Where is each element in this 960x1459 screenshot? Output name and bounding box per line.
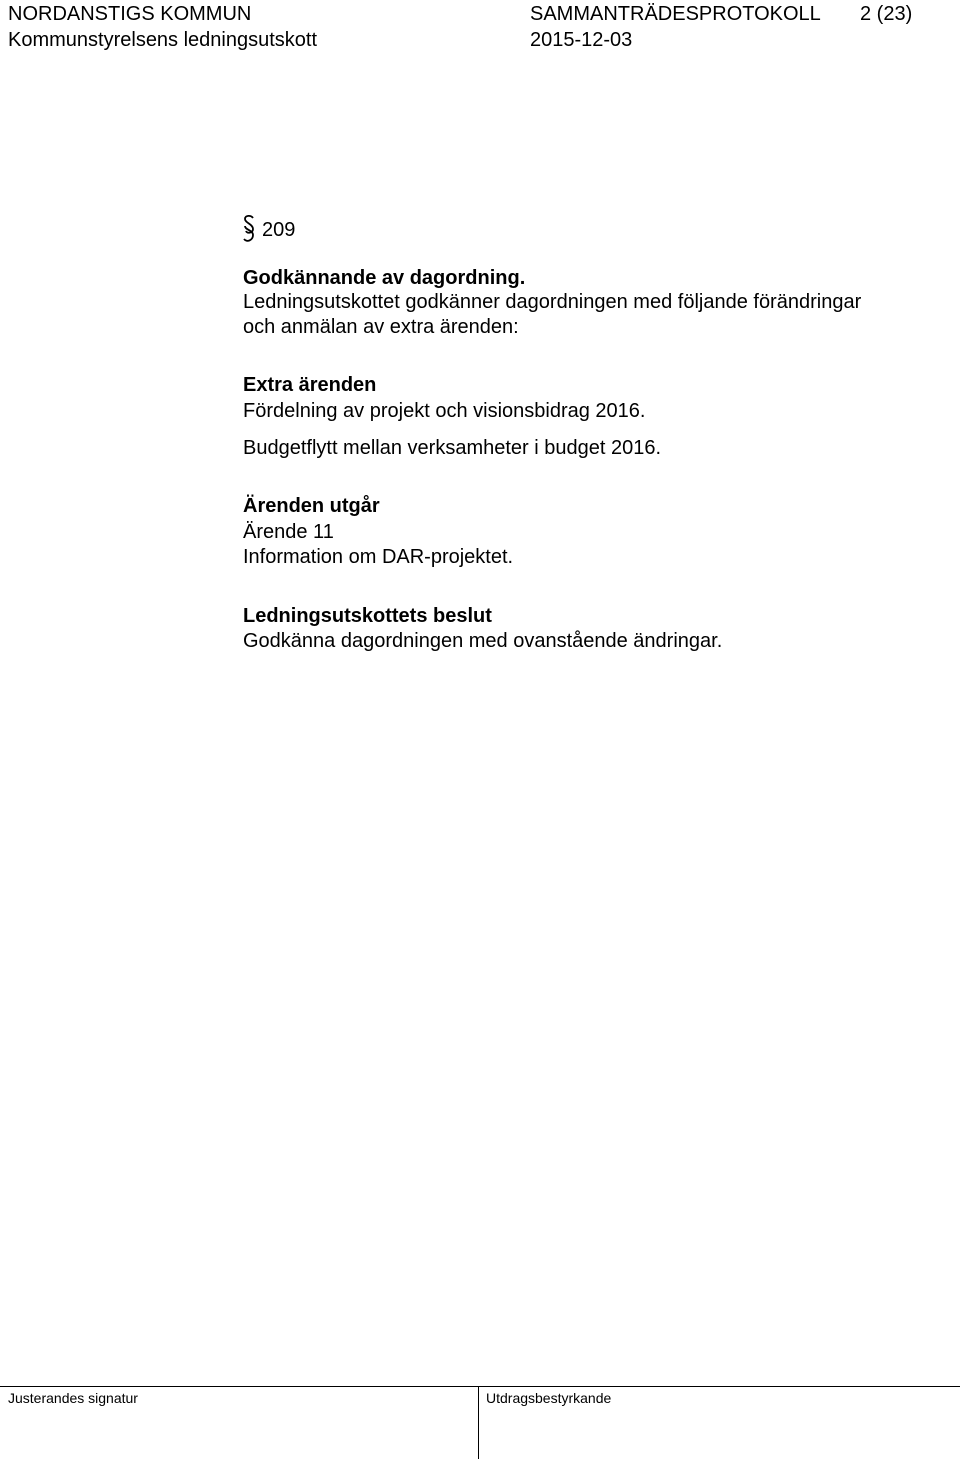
decision-text: Godkänna dagordningen med ovanstående ändringar. <box>243 630 723 652</box>
intro-line-1: Ledningsutskottet godkänner dagordningen med följande förändringar <box>243 291 862 313</box>
extra-item: Fördelning av projekt och visionsbidrag 2016. <box>243 400 646 422</box>
decision-heading: Ledningsutskottets beslut <box>243 605 492 627</box>
section-number: 209 <box>262 219 296 241</box>
intro-line-2: och anmälan av extra ärenden: <box>243 316 519 338</box>
signature-label: Justerandes signatur <box>8 1390 138 1406</box>
removed-item: Ärende 11 <box>243 521 334 543</box>
document-type: SAMMANTRÄDESPROTOKOLL <box>530 3 821 25</box>
footer-divider-line <box>0 1386 960 1387</box>
page-number: 2 (23) <box>860 3 913 25</box>
meeting-date: 2015-12-03 <box>530 29 633 51</box>
footer-column-divider <box>478 1386 479 1459</box>
extra-heading: Extra ärenden <box>243 374 377 396</box>
certification-label: Utdragsbestyrkande <box>486 1390 612 1406</box>
removed-item: Information om DAR-projektet. <box>243 546 514 568</box>
removed-heading: Ärenden utgår <box>243 495 380 517</box>
extra-item: Budgetflytt mellan verksamheter i budget 2016. <box>243 437 662 459</box>
committee-name: Kommunstyrelsens ledningsutskott <box>8 29 318 51</box>
organization-name: NORDANSTIGS KOMMUN <box>8 3 252 25</box>
paragraph-sign-icon <box>242 214 256 244</box>
section-title: Godkännande av dagordning. <box>243 267 526 289</box>
